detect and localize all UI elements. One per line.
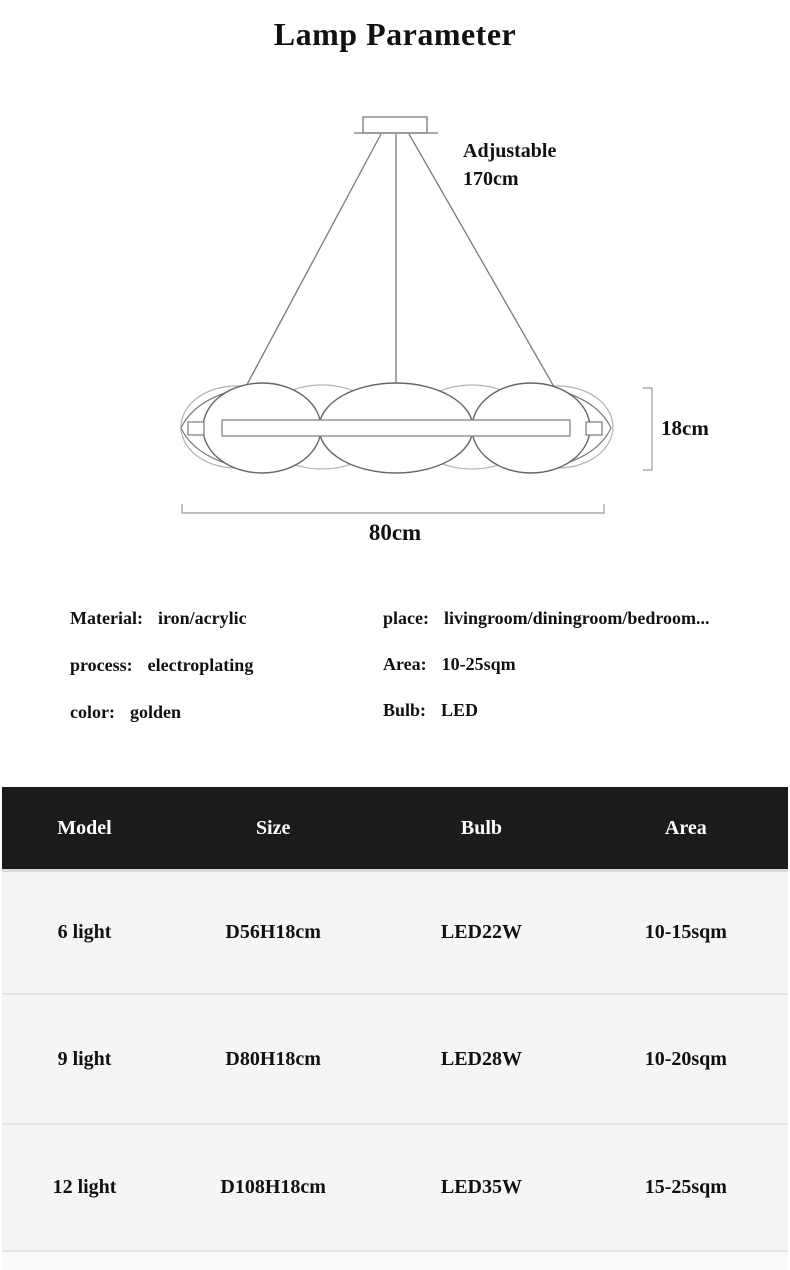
spec-bulb [383,700,710,746]
cell-bulb: LED28W [440,1047,522,1070]
cell-bulb: LED22W [440,921,522,943]
width-dimension-label: 80cm [368,520,422,545]
cell-area: 10-20sqm [644,1047,727,1070]
table-footer-strip [2,1252,788,1270]
chandelier-diagram [0,95,790,560]
cell-bulb: LED35W [440,1176,522,1198]
cell-size: D108H18cm [220,1176,326,1198]
spec-column-right [383,608,710,746]
spec-material-label: Material: [70,608,143,628]
adjustable-value: 170cm [463,168,519,190]
lamp-center-bar [188,420,602,436]
spec-bulb-value: LED [441,700,479,720]
cell-area: 10-15sqm [644,921,727,943]
cell-size: D80H18cm [225,1047,321,1070]
height-dimension-line [643,388,652,470]
table-header-size: Size [255,816,291,839]
cell-model: 6 light [57,921,112,943]
spec-process-label: process: [70,655,133,675]
cell-size: D56H18cm [225,921,321,943]
table-row [2,995,788,1125]
table-header-model: Model [57,816,112,839]
spec-area [383,654,710,700]
cell-model: 9 light [57,1047,112,1070]
spec-place-label: place: [383,608,429,628]
table-header-bulb: Bulb [460,816,503,839]
cell-model: 12 light [52,1176,117,1198]
table-row [2,1125,788,1252]
spec-column-left [70,608,253,749]
width-dimension-line [182,504,604,513]
spec-bulb-label: Bulb: [383,700,427,720]
parameter-table [2,787,788,1270]
adjustable-height-label [463,137,556,193]
spec-material-value: iron/acrylic [157,608,247,628]
ceiling-canopy [354,117,438,133]
spec-area-label: Area: [383,654,427,674]
table-header-area: Area [664,816,707,839]
spec-process-value: electroplating [147,655,254,675]
spec-place-value: livingroom/diningroom/bedroom... [443,608,710,628]
table-header-row [2,787,788,872]
spec-color [70,702,253,749]
chandelier-drawing-svg [0,95,790,560]
spec-area-value: 10-25sqm [441,654,516,674]
height-dimension-label: 18cm [661,416,709,440]
spec-process [70,655,253,702]
spec-color-label: color: [70,702,115,722]
spec-place [383,608,710,654]
cell-area: 15-25sqm [644,1176,727,1198]
page-title: Lamp Parameter [273,16,517,52]
spec-material [70,608,253,655]
table-row [2,872,788,995]
spec-color-value: golden [129,702,181,722]
adjustable-text: Adjustable [463,140,557,162]
